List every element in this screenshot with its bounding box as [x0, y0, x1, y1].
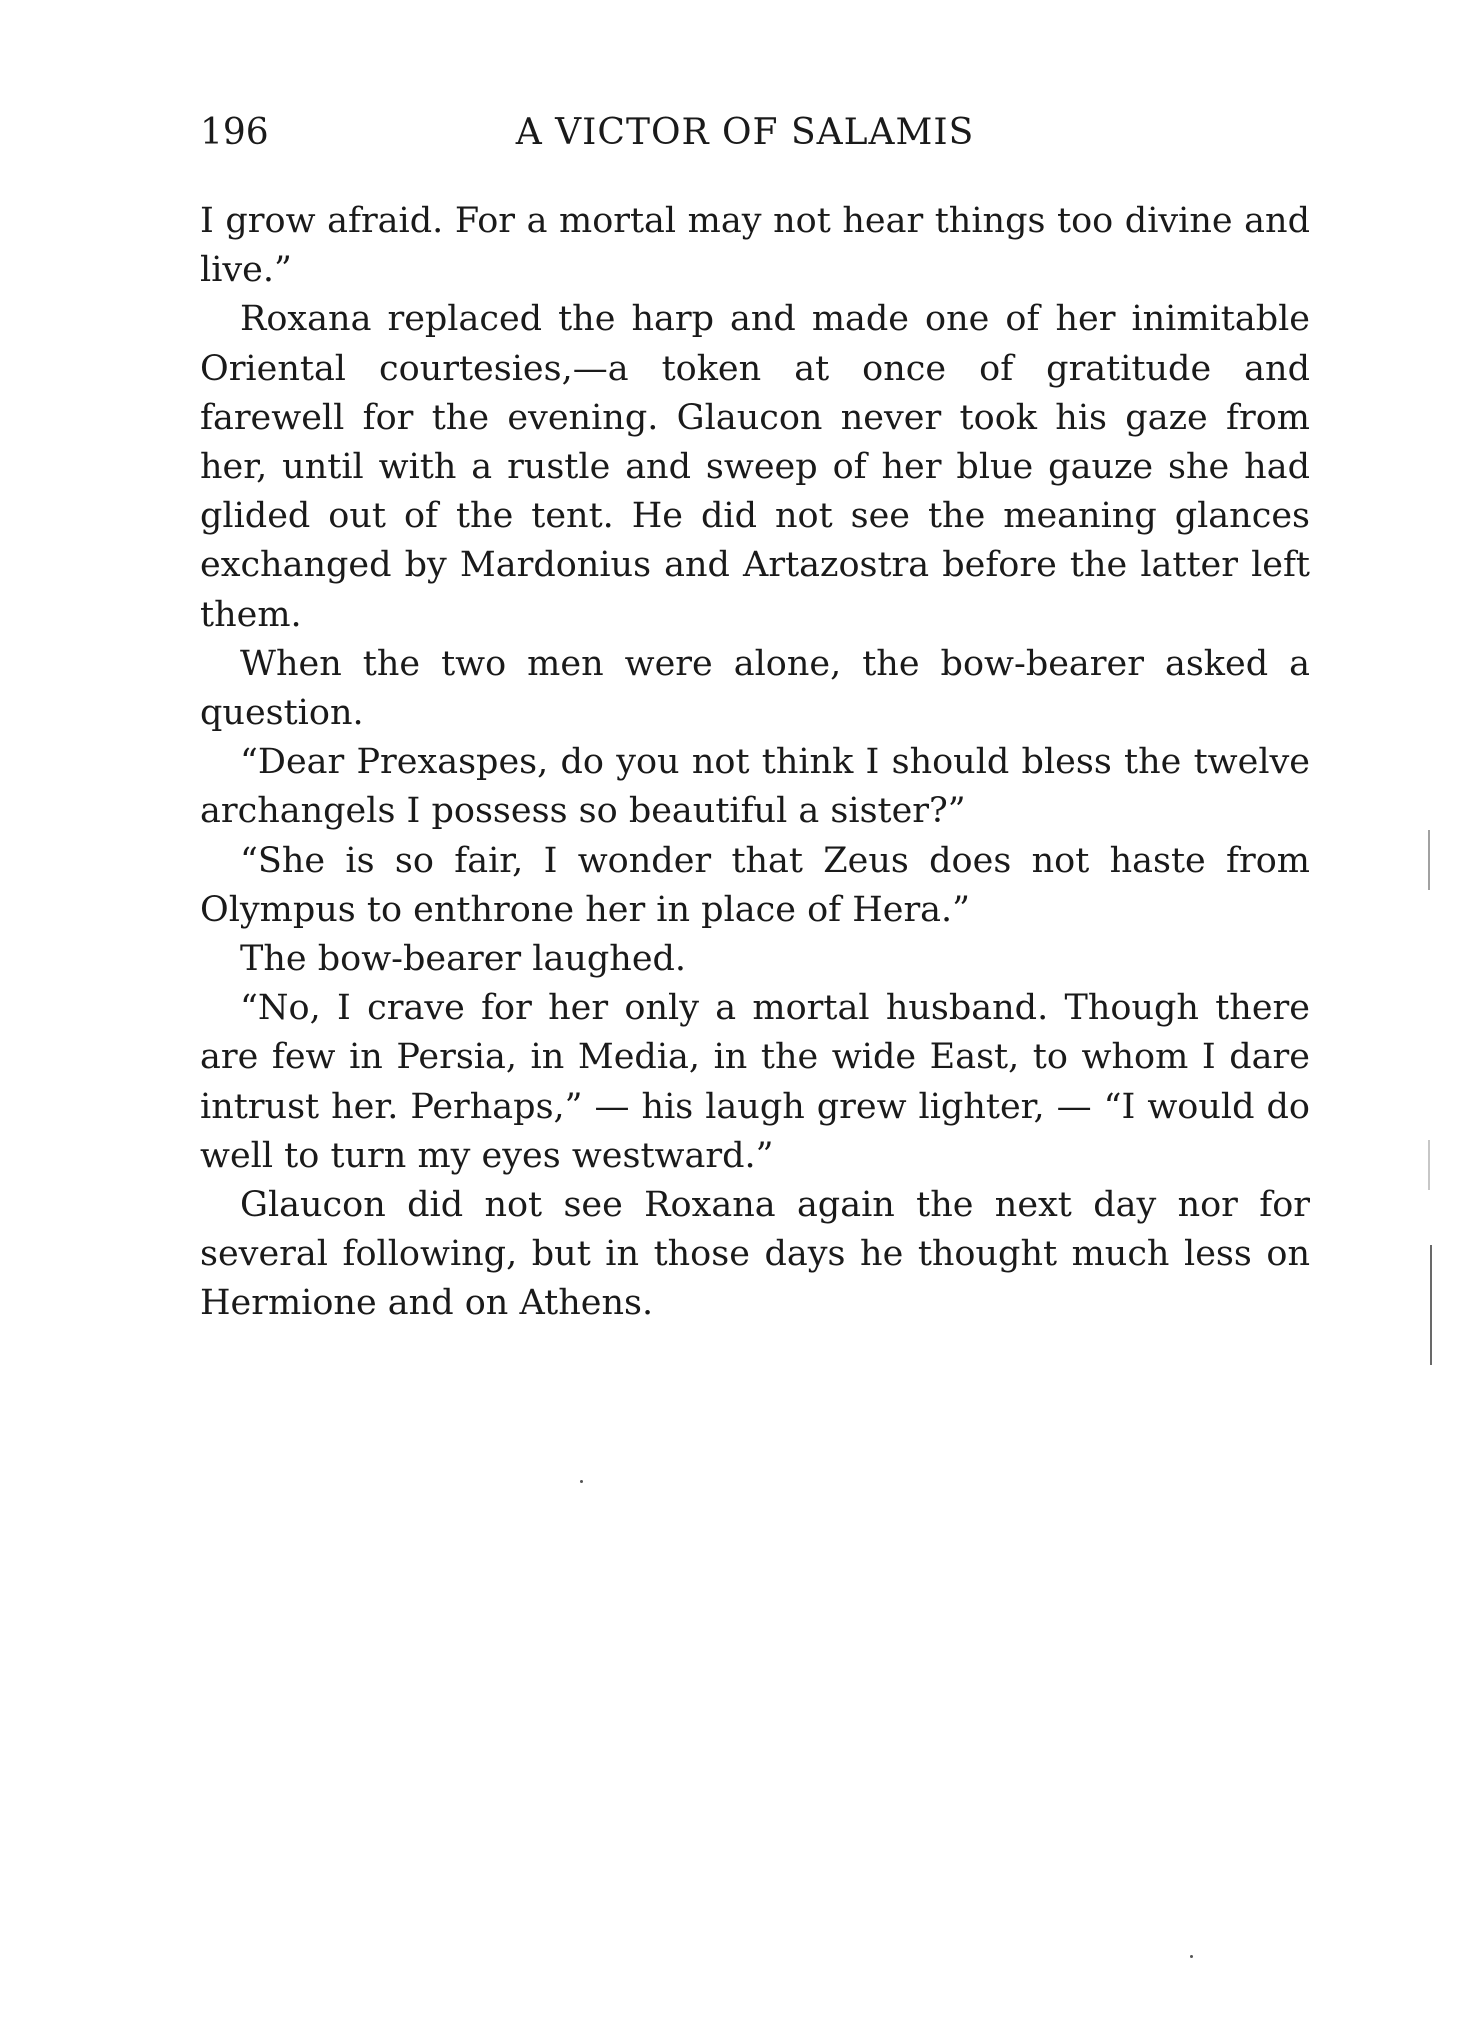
scan-speck — [1190, 1955, 1193, 1958]
scan-margin-mark — [1428, 1140, 1430, 1190]
body-text — [200, 197, 1310, 1329]
page-number: 196 — [200, 112, 269, 153]
paragraph: When the two men were alone, the bow-bearer asked a question. — [200, 643, 1310, 734]
paragraph: “Dear Prexaspes, do you not think I should bless the twelve archangels I possess so beautiful a sister?” — [200, 742, 1310, 832]
running-head — [200, 108, 1290, 158]
book-title: A VICTOR OF SALAMIS — [515, 112, 975, 153]
paragraph: I grow afraid. For a mortal may not hear things too divine and live.” — [200, 201, 1310, 291]
scan-margin-mark — [1430, 1245, 1432, 1365]
paragraph: Glaucon did not see Roxana again the next day nor for several following, but in those days he thought much less on Hermione and on Athens. — [200, 1185, 1310, 1324]
paragraph: The bow-bearer laughed. — [240, 939, 687, 980]
scan-margin-mark — [1428, 830, 1430, 890]
paragraph: Roxana replaced the harp and made one of her inimitable Oriental courtesies,—a token at once of gratitude and farewell for the evening. Glaucon never took his gaze from her, until with a rustle and sweep of her blue gauze she had glided out of the tent. He did not see the meaning glances exchanged by Mardonius and Artazostra before the latter left them. — [200, 299, 1310, 635]
paragraph: “She is so fair, I wonder that Zeus does not haste from Olympus to enthrone her in place of Hera.” — [200, 840, 1310, 930]
paragraph: “No, I crave for her only a mortal husband. Though there are few in Persia, in Media, in the wide East, to whom I dare intrust her. Perhaps,” — his laugh grew lighter, — “I would do well to turn my eyes westward.” — [200, 988, 1310, 1176]
scan-speck — [580, 1480, 583, 1483]
